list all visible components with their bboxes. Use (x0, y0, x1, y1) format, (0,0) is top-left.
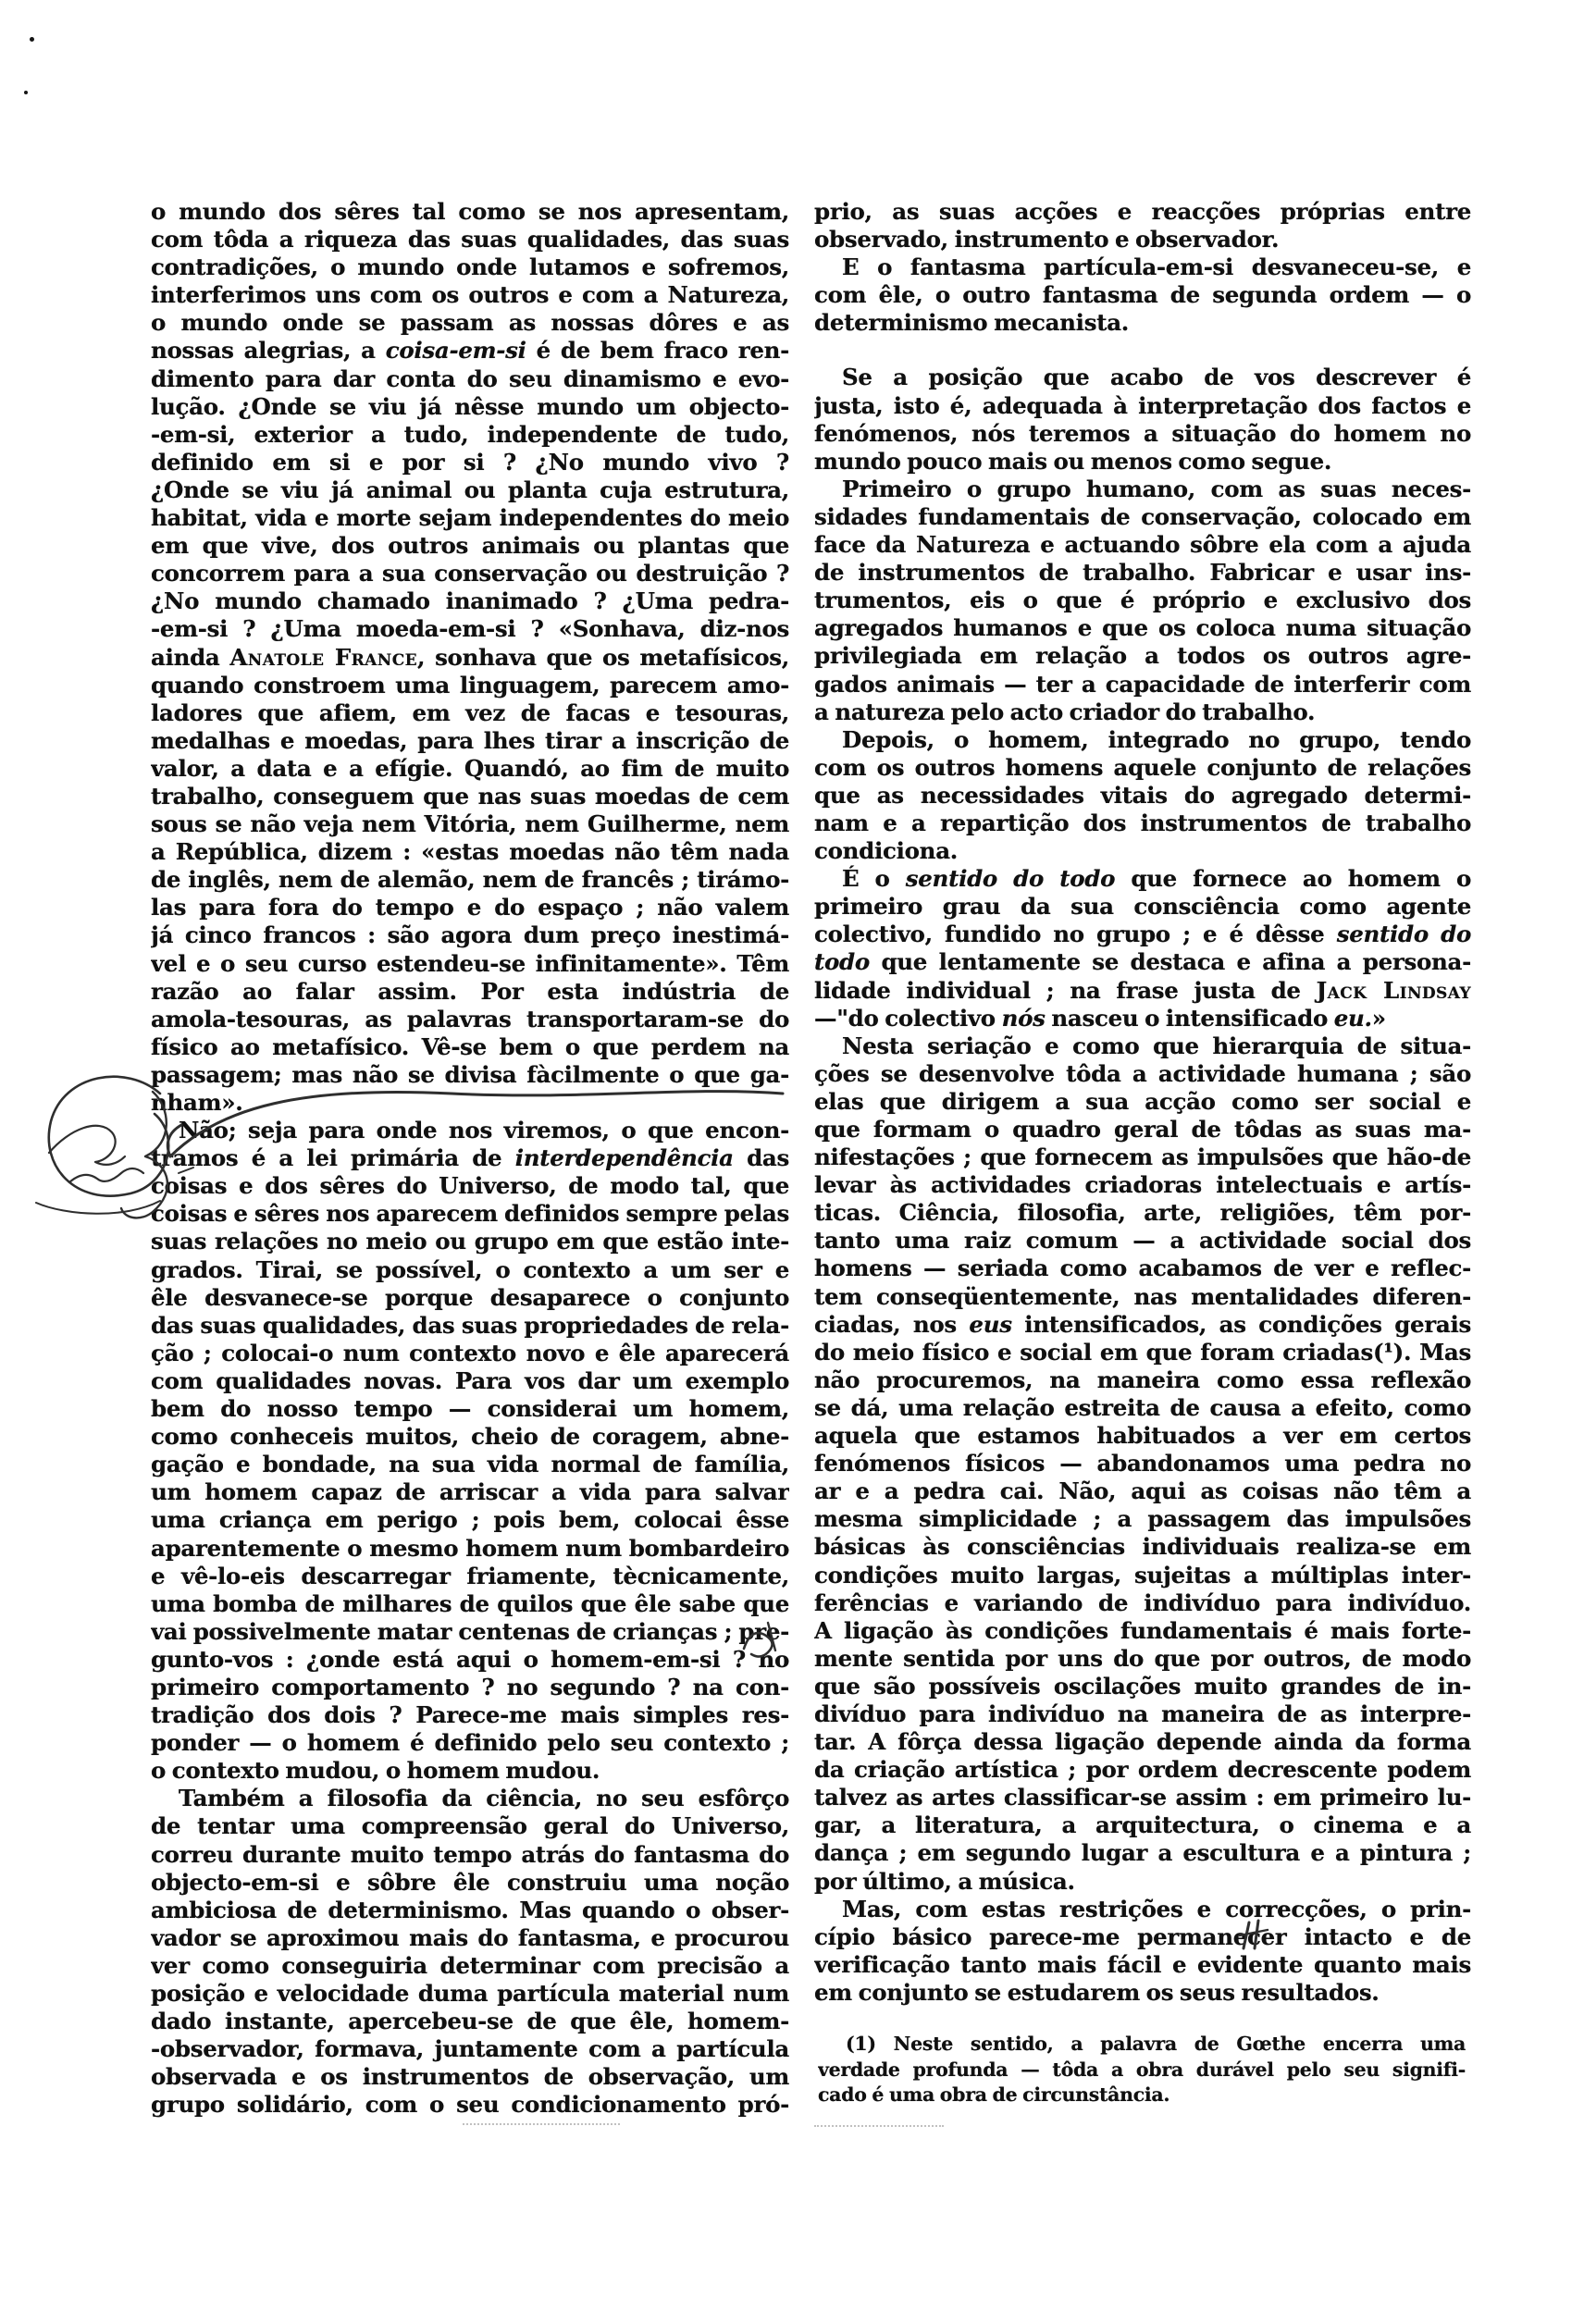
text-line: aparentemente o mesmo homem num bombardeiro (151, 1534, 789, 1562)
text-line: Se a posição que acabo de vos descrever é (842, 364, 1471, 391)
text-line: coisas e sêres nos aparecem definidos sempre pelas (151, 1200, 789, 1228)
text-line: vel e o seu curso estendeu-se infinitamente». Têm (151, 949, 789, 977)
text-line: habitat, vida e morte sejam independentes do meio (151, 504, 789, 532)
text-line: objecto-em-si e sôbre êle construiu uma noção (151, 1868, 789, 1896)
text-line: em conjunto se estudarem os seus resultados. (814, 1978, 1380, 2006)
text-line: ladores que afiem, em vez de facas e tesouras, (151, 698, 789, 726)
text-line: ar e a pedra cai. Não, aqui as coisas não têm a (814, 1477, 1471, 1505)
text-line: grados. Tirai, se possível, o contexto a um ser e (151, 1255, 789, 1283)
text-line: cado é uma obra de circunstância. (818, 2083, 1170, 2106)
text-line: privilegiada em relação a todos os outros agre- (814, 642, 1471, 670)
text-line: primeiro comportamento ? no segundo ? na con- (151, 1673, 789, 1700)
text-line: -em-si ? ¿Uma moeda-em-si ? «Sonhava, diz-nos (151, 615, 789, 643)
text-line: definido em si e por si ? ¿No mundo vivo ? (151, 448, 789, 476)
text-line: A ligação às condições fundamentais é mais forte- (814, 1616, 1471, 1644)
text-line: correu durante muito tempo atrás do fantasma do (151, 1840, 789, 1868)
text-line: las para fora do tempo e do espaço ; não valem (151, 894, 789, 921)
text-line: a natureza pelo acto criador do trabalho. (814, 698, 1316, 725)
text-line: quando constroem uma linguagem, parecem amo- (151, 671, 789, 698)
text-line: verdade profunda — tôda a obra durável pelo seu signifi- (818, 2058, 1466, 2081)
text-line: Também a filosofia da ciência, no seu esfôrço (179, 1785, 789, 1812)
text-line: não procuremos, na maneira como essa reflexão (814, 1366, 1471, 1393)
text-line: ainda Anatole France, sonhava que os metafísicos, (151, 643, 789, 671)
text-line: nam e a repartição dos instrumentos de trabalho (814, 809, 1471, 836)
text-line: mesma simplicidade ; a passagem das impulsões (814, 1505, 1471, 1533)
text-line: ambiciosa de determinismo. Mas quando o obser- (151, 1896, 789, 1923)
text-line: Não; seja para onde nos viremos, o que encon- (179, 1117, 789, 1144)
text-line: suas relações no meio ou grupo em que estão inte- (151, 1228, 789, 1255)
text-line: medalhas e moedas, para lhes tirar a inscrição de (151, 726, 789, 754)
text-line: interferimos uns com os outros e com a Natureza, (151, 281, 789, 309)
text-line: se dá, uma relação estreita de causa a efeito, como (814, 1393, 1471, 1421)
text-line: trumentos, eis o que é próprio e exclusivo dos (814, 587, 1471, 614)
text-line: êle desvanece-se porque desaparece o conjunto (151, 1283, 789, 1311)
text-line: justa, isto é, adequada à interpretação dos factos e (814, 391, 1471, 419)
text-line: vador se aproximou mais do fantasma, e procurou (151, 1923, 789, 1951)
text-line: Depois, o homem, integrado no grupo, tendo (842, 725, 1471, 753)
text-line: gados animais — ter a capacidade de interferir com (814, 670, 1471, 698)
text-line: trabalho, conseguem que nas suas moedas de cem (151, 782, 789, 810)
text-line: grupo solidário, com o seu condicionamento pró- (151, 2091, 789, 2119)
text-line: fenómenos físicos — abandonamos uma pedra no (814, 1450, 1471, 1477)
text-line: Primeiro o grupo humano, com as suas neces- (842, 475, 1471, 502)
text-line: de inglês, nem de alemão, nem de francês ; tirámo- (151, 866, 789, 894)
text-line: gar, a literatura, a arquitectura, o cinema e a (814, 1811, 1471, 1839)
text-line: nifestações ; que fornecem as impulsões que hão-de (814, 1143, 1471, 1171)
text-line: observada e os instrumentos de observação, um (151, 2063, 789, 2091)
text-line: das suas qualidades, das suas propriedades de rela- (151, 1311, 789, 1339)
text-line: e vê-lo-eis descarregar friamente, tècnicamente, (151, 1562, 789, 1589)
text-line: uma bomba de milhares de quilos que êle sabe que (151, 1589, 789, 1617)
text-line: uma criança em perigo ; pois bem, colocai êsse (151, 1506, 789, 1534)
text-line: o contexto mudou, o homem mudou. (151, 1757, 600, 1785)
text-line: tramos é a lei primária de interdependência das (151, 1144, 789, 1172)
text-line: com os outros homens aquele conjunto de relações (814, 753, 1471, 781)
text-line: -observador, formava, juntamente com a partícula (151, 2035, 789, 2063)
text-line: talvez as artes classificar-se assim : em primeiro lu- (814, 1784, 1471, 1811)
text-line: gunto-vos : ¿onde está aqui o homem-em-si ? no (151, 1645, 789, 1673)
text-line: coisas e dos sêres do Universo, de modo tal, que (151, 1172, 789, 1200)
text-line: ver como conseguiria determinar com precisão a (151, 1951, 789, 1979)
text-line: todo que lentamente se destaca e afina a persona- (814, 948, 1471, 976)
text-line: razão ao falar assim. Por esta indústria de (151, 977, 789, 1005)
ink-speck (24, 91, 28, 94)
text-line: agregados humanos e que os coloca numa situação (814, 614, 1471, 642)
text-line: ¿Onde se viu já animal ou planta cuja estrutura, (151, 476, 789, 503)
text-line: Mas, com estas restrições e correcções, o prin- (842, 1895, 1471, 1922)
text-line: ciadas, nos eus intensificados, as condições gerais (814, 1310, 1471, 1338)
text-line: passagem; mas não se divisa fàcilmente o que ga- (151, 1060, 789, 1088)
text-line: tar. A fôrça dessa ligação depende ainda da forma (814, 1728, 1471, 1756)
text-line: cípio básico parece-me permanecer intacto e de (814, 1922, 1471, 1950)
footnote (818, 2032, 1466, 2108)
text-line: já cinco francos : são agora dum preço inestimá- (151, 921, 789, 949)
text-line: tradição dos dois ? Parece-me mais simples res- (151, 1701, 789, 1729)
text-line: -em-si, exterior a tudo, independente de tudo, (151, 420, 789, 448)
text-line: Nesta seriação e como que hierarquia de situa- (842, 1032, 1471, 1059)
text-line: um homem capaz de arriscar a vida para salvar (151, 1478, 789, 1506)
text-line: mente sentida por uns do que por outros, de modo (814, 1644, 1471, 1672)
text-line: que são possíveis oscilações muito grandes de in- (814, 1672, 1471, 1700)
text-line: divíduo para indivíduo na maneira de as interpre- (814, 1700, 1471, 1727)
text-line: ções se desenvolve tôda a actividade humana ; são (814, 1059, 1471, 1087)
text-line: bem do nosso tempo — considerai um homem, (151, 1395, 789, 1423)
text-line: da criação artística ; por ordem decrescente podem (814, 1756, 1471, 1784)
text-line: fenómenos, nós teremos a situação do homem no (814, 419, 1471, 447)
text-line: tem conseqüentemente, nas mentalidades diferen- (814, 1282, 1471, 1310)
text-line: gação e bondade, na sua vida normal de família, (151, 1451, 789, 1478)
scan-artifact-line (814, 2125, 944, 2127)
text-line: E o fantasma partícula-em-si desvaneceu-se, e (842, 253, 1471, 281)
scan-artifact-line (463, 2123, 620, 2125)
text-line: dado instante, apercebeu-se de que êle, homem- (151, 2008, 789, 2035)
text-line: homens — seriada como acabamos de ver e reflec- (814, 1255, 1471, 1282)
text-line: por último, a música. (814, 1867, 1075, 1895)
text-line: básicas às consciências individuais realiza-se em (814, 1533, 1471, 1561)
text-line: levar às actividades criadoras intelectuais e artís- (814, 1171, 1471, 1199)
text-line: de tentar uma compreensão geral do Universo, (151, 1812, 789, 1840)
text-line: dança ; em segundo lugar a escultura e a pintura ; (814, 1839, 1471, 1867)
text-line: com êle, o outro fantasma de segunda ordem — o (814, 281, 1471, 309)
text-line: (1) Neste sentido, a palavra de Gœthe encerra uma (846, 2033, 1466, 2055)
text-line: vai possivelmente matar centenas de crianças ; pre- (151, 1617, 789, 1645)
text-line: lidade individual ; na frase justa de Jack Lindsay (814, 976, 1471, 1004)
text-line: com tôda a riqueza das suas qualidades, das suas (151, 226, 789, 253)
text-line: —"do colectivo nós nasceu o intensificado eu.» (814, 1004, 1386, 1032)
text-line: condições muito largas, sujeitas a múltiplas inter- (814, 1561, 1471, 1588)
text-line: sidades fundamentais de conservação, colocado em (814, 502, 1471, 530)
text-line: verificação tanto mais fácil e evidente quanto mais (814, 1950, 1471, 1978)
text-line: que as necessidades vitais do agregado determi- (814, 781, 1471, 809)
text-line: posição e velocidade duma partícula material num (151, 1980, 789, 2007)
text-line: concorrem para a sua conservação ou destruição ? (151, 560, 789, 587)
text-line: aquela que estamos habituados a ver em certos (814, 1422, 1471, 1450)
text-line: colectivo, fundido no grupo ; e é dêsse sentido do (814, 921, 1471, 948)
text-line: observado, instrumento e observador. (814, 226, 1280, 253)
text-line: de instrumentos de trabalho. Fabricar e usar ins- (814, 559, 1471, 587)
text-line: o mundo dos sêres tal como se nos apresentam, (151, 198, 789, 225)
text-line: sous se não veja nem Vitória, nem Guilherme, nem (151, 810, 789, 838)
text-line: prio, as suas acções e reacções próprias entre (814, 198, 1471, 225)
text-line: ¿No mundo chamado inanimado ? ¿Uma pedra- (151, 587, 789, 615)
text-line: face da Natureza e actuando sôbre ela com a ajuda (814, 531, 1471, 559)
text-line: nossas alegrias, a coisa-em-si é de bem fraco ren- (151, 337, 789, 365)
text-line: condiciona. (814, 837, 958, 865)
left-text-column (151, 198, 789, 2119)
text-line: ponder — o homem é definido pelo seu contexto ; (151, 1729, 789, 1757)
text-line: É o sentido do todo que fornece ao homem o (842, 865, 1471, 893)
text-line: como conheceis muitos, cheio de coragem, abne- (151, 1423, 789, 1451)
ink-speck (30, 37, 34, 42)
text-line: nham». (151, 1089, 243, 1116)
text-line: tanto uma raiz comum — a actividade social dos (814, 1227, 1471, 1255)
text-line: físico ao metafísico. Vê-se bem o que perdem na (151, 1032, 789, 1060)
text-line: ferências e variando de indivíduo para indivíduo. (814, 1588, 1471, 1616)
text-line: elas que dirigem a sua acção como ser social e (814, 1087, 1471, 1115)
text-line: determinismo mecanista. (814, 309, 1130, 337)
text-line: valor, a data e a efígie. Quandó, ao fim de muito (151, 754, 789, 782)
text-line: que formam o quadro geral de tôdas as suas ma- (814, 1116, 1471, 1143)
text-line: o mundo onde se passam as nossas dôres e as (151, 309, 789, 337)
right-text-column (814, 198, 1471, 2007)
text-line: amola-tesouras, as palavras transportaram-se do (151, 1005, 789, 1032)
text-line: ção ; colocai-o num contexto novo e êle aparecerá (151, 1339, 789, 1366)
text-line: do meio físico e social em que foram criadas(¹). Mas (814, 1338, 1471, 1366)
text-line: dimento para dar conta do seu dinamismo e evo- (151, 365, 789, 392)
text-line: com qualidades novas. Para vos dar um exemplo (151, 1366, 789, 1394)
text-line: lução. ¿Onde se viu já nêsse mundo um objecto- (151, 392, 789, 420)
text-line: em que vive, dos outros animais ou plantas que (151, 532, 789, 560)
text-line: contradições, o mundo onde lutamos e sofremos, (151, 253, 789, 281)
text-line: mundo pouco mais ou menos como segue. (814, 447, 1332, 475)
text-line: ticas. Ciência, filosofia, arte, religiões, têm por- (814, 1199, 1471, 1227)
text-line: primeiro grau da sua consciência como agente (814, 893, 1471, 921)
text-line: a República, dizem : «estas moedas não têm nada (151, 838, 789, 866)
